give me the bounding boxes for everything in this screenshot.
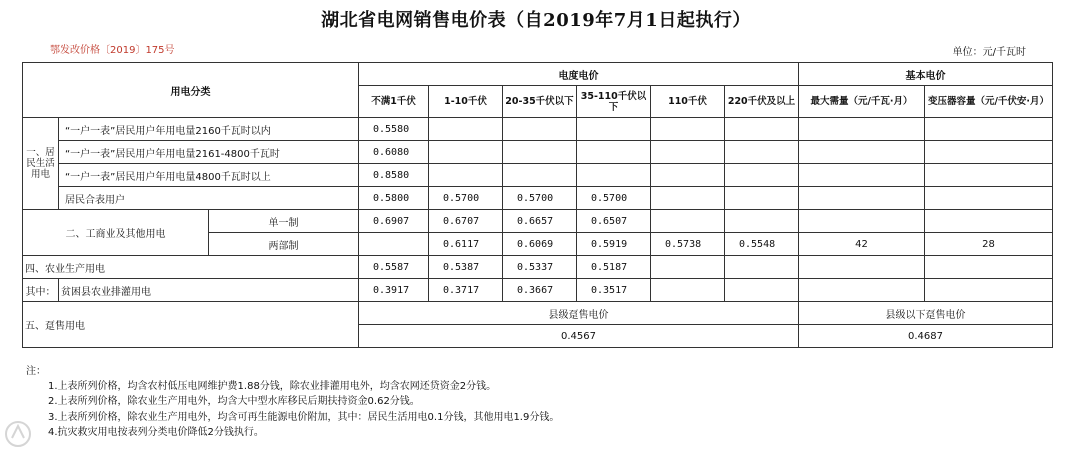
transformer-capacity-cell: 28	[925, 233, 1053, 256]
row-label: “一户一表”居民用户年用电量4800千瓦时以上	[59, 164, 359, 187]
below-county-wholesale-value: 0.4687	[799, 325, 1053, 348]
notes-section	[26, 364, 559, 440]
price-cell: 0.3667	[503, 279, 577, 302]
row-label: 四、农业生产用电	[23, 256, 359, 279]
price-cell: 0.5187	[577, 256, 651, 279]
header-basic-price: 基本电价	[799, 63, 1053, 86]
row-label: “一户一表”居民用户年用电量2161-4800千瓦时	[59, 141, 359, 164]
header-category: 用电分类	[23, 63, 359, 118]
row-label: 居民合表用户	[59, 187, 359, 210]
price-cell: 0.5387	[429, 256, 503, 279]
price-cell: 0.5700	[577, 187, 651, 210]
price-cell: 0.8580	[359, 164, 429, 187]
note-item: 1.上表所列价格，均含农村低压电网维护费1.88分钱，除农业排灌用电外，均含农网还贷资金2分钱。	[48, 381, 497, 393]
price-cell: 0.3917	[359, 279, 429, 302]
row-label: 贫困县农业排灌用电	[59, 279, 359, 302]
price-cell: 0.6507	[577, 210, 651, 233]
county-wholesale-label: 县级趸售电价	[359, 302, 799, 325]
price-cell: 0.5548	[725, 233, 799, 256]
price-cell: 0.5587	[359, 256, 429, 279]
row-label: “一户一表”居民用户年用电量2160千瓦时以内	[59, 118, 359, 141]
header-voltage-35-110kv: 35-110千伏以下	[577, 86, 651, 118]
header-transformer-capacity: 变压器容量（元/千伏安·月）	[925, 86, 1053, 118]
residential-group-label: 一、居民生活用电	[23, 118, 59, 210]
industrial-group-label: 二、工商业及其他用电	[23, 210, 209, 256]
price-cell: 0.5738	[651, 233, 725, 256]
price-cell: 0.6657	[503, 210, 577, 233]
table-row	[23, 256, 1053, 279]
header-voltage-20-35kv: 20-35千伏以下	[503, 86, 577, 118]
note-item: 4.抗灾救灾用电按表列分类电价降低2分钱执行。	[48, 426, 264, 438]
table-row	[23, 118, 1053, 141]
price-cell: 0.3717	[429, 279, 503, 302]
note-item: 3.上表所列价格，除农业生产用电外，均含可再生能源电价附加，其中：居民生活用电0.1分钱，其他用电1.9分钱。	[48, 411, 560, 423]
table-row	[23, 164, 1053, 187]
unit-label: 单位：元/千瓦时	[952, 47, 1026, 58]
page-title: 湖北省电网销售电价表（自2019年7月1日起执行）	[321, 10, 751, 31]
price-cell: 0.5800	[359, 187, 429, 210]
price-cell: 0.5700	[503, 187, 577, 210]
table-row	[23, 210, 1053, 233]
price-cell: 0.6907	[359, 210, 429, 233]
price-cell: 0.3517	[577, 279, 651, 302]
header-kwh-price: 电度电价	[359, 63, 799, 86]
table-row	[23, 141, 1053, 164]
row-prefix: 其中：	[23, 279, 59, 302]
notes-heading: 注：	[26, 366, 46, 377]
row-label: 两部制	[209, 233, 359, 256]
max-demand-cell: 42	[799, 233, 925, 256]
price-cell: 0.5337	[503, 256, 577, 279]
price-cell: 0.5700	[429, 187, 503, 210]
price-cell: 0.6117	[429, 233, 503, 256]
header-row-1	[23, 63, 1053, 86]
price-cell: 0.6707	[429, 210, 503, 233]
header-voltage-220kv: 220千伏及以上	[725, 86, 799, 118]
header-voltage-1-10kv: 1-10千伏	[429, 86, 503, 118]
price-cell: 0.6069	[503, 233, 577, 256]
county-wholesale-value: 0.4567	[359, 325, 799, 348]
header-voltage-110kv: 110千伏	[651, 86, 725, 118]
watermark-logo-icon	[2, 418, 40, 450]
table-row	[23, 279, 1053, 302]
wholesale-label: 五、趸售用电	[23, 302, 359, 348]
row-label: 单一制	[209, 210, 359, 233]
price-cell: 0.5919	[577, 233, 651, 256]
tariff-table	[22, 62, 1053, 348]
header-max-demand: 最大需量（元/千瓦·月）	[799, 86, 925, 118]
table-row	[23, 302, 1053, 325]
price-cell: 0.5580	[359, 118, 429, 141]
price-cell: 0.6080	[359, 141, 429, 164]
below-county-wholesale-label: 县级以下趸售电价	[799, 302, 1053, 325]
note-item: 2.上表所列价格，除农业生产用电外，均含大中型水库移民后期扶持资金0.62分钱。	[48, 396, 420, 408]
table-row	[23, 187, 1053, 210]
document-number: 鄂发改价格〔2019〕175号	[50, 45, 175, 56]
header-voltage-lt1kv: 不满1千伏	[359, 86, 429, 118]
